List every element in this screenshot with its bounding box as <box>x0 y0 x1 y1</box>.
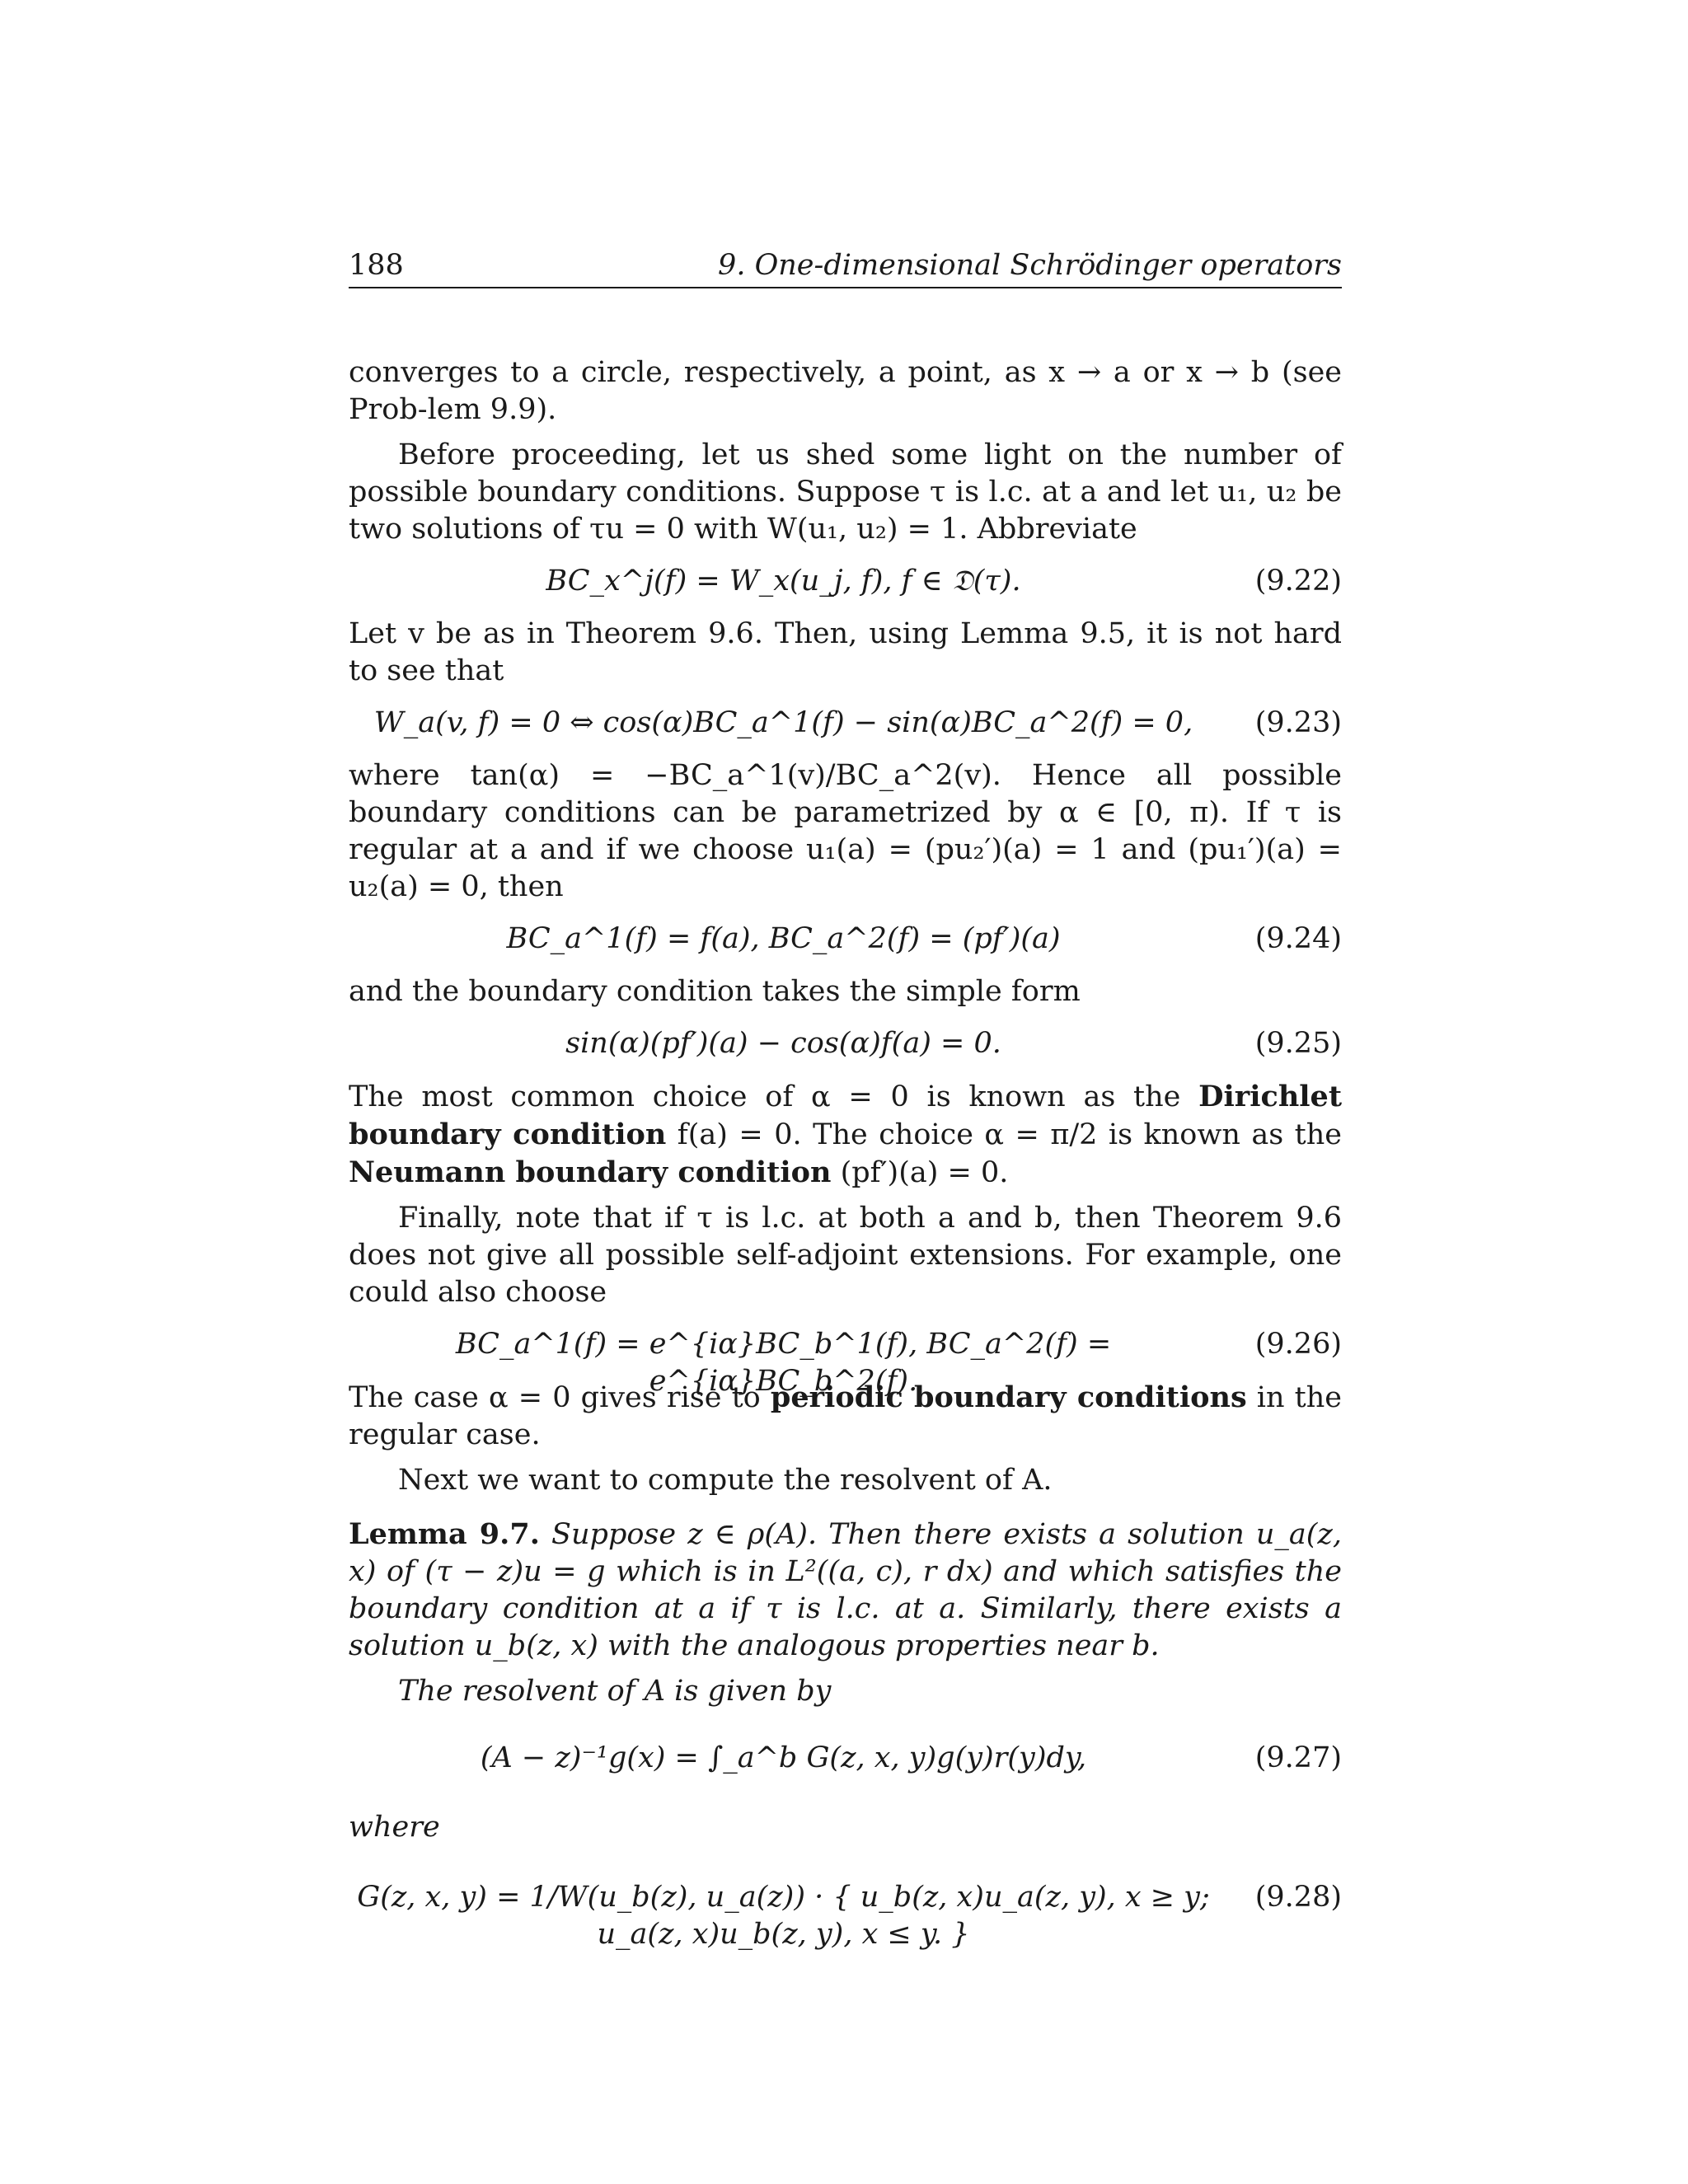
equation-9-28-body: G(z, x, y) = 1/W(u_b(z), u_a(z)) · { u_b(z, x)u_a(z, y), x ≥ y; u_a(z, x)u_b(z, y), x ≤ y. } <box>357 1881 1210 1951</box>
page-body <box>349 354 1342 1953</box>
equation-9-23-body: W_a(v, f) = 0 ⇔ cos(α)BC_a^1(f) − sin(α)BC_a^2(f) = 0, <box>373 706 1193 739</box>
lemma-statement: Suppose z ∈ ρ(A). Then there exists a solution u_a(z, x) of (τ − z)u = g which is in L²((a, c), r dx) and which satisfies the boundary condition at a if τ is l.c. at a. Similarly, there exists a solution u_b(z, x) with the analogous properties near b. <box>349 1518 1342 1662</box>
equation-9-23-number: (9.23) <box>1254 706 1342 739</box>
equation-9-22-number: (9.22) <box>1254 565 1342 598</box>
paragraph-9: Next we want to compute the resolvent of A. <box>398 1464 1053 1497</box>
equation-9-25-body: sin(α)(pf′)(a) − cos(α)f(a) = 0. <box>565 1027 1001 1060</box>
paragraph-2: Before proceeding, let us shed some light on the number of possible boundary conditions. Suppose τ is l.c. at a and let u₁, u₂ be two solutions of τu = 0 with W(u₁, u₂) = 1. Abbreviate <box>349 438 1342 546</box>
equation-9-25 <box>349 1019 1342 1070</box>
running-header <box>349 247 1342 288</box>
paragraph-6-text-c: f(a) = 0. The choice α = π/2 is known as the <box>666 1118 1342 1151</box>
where-word: where <box>349 1811 440 1844</box>
neumann-term: Neumann boundary condition <box>349 1155 832 1189</box>
paragraph-3: Let v be as in Theorem 9.6. Then, using Lemma 9.5, it is not hard to see that <box>349 617 1342 687</box>
equation-9-28 <box>349 1854 1342 1951</box>
equation-9-24 <box>349 914 1342 965</box>
paragraph-8-text-a: The case α = 0 gives rise to <box>349 1381 771 1414</box>
equation-9-27 <box>349 1718 1342 1801</box>
running-title: 9. One-dimensional Schrödinger operators <box>718 249 1342 282</box>
equation-9-22-body: BC_x^j(f) = W_x(u_j, f), f ∈ 𝔇(τ). <box>546 565 1021 598</box>
lemma-label: Lemma 9.7. <box>349 1517 540 1551</box>
paragraph-6-text-a: The most common choice of α = 0 is known as the <box>349 1080 1199 1113</box>
equation-9-23 <box>349 698 1342 749</box>
paragraph-5: and the boundary condition takes the simple form <box>349 975 1081 1008</box>
equation-9-22 <box>349 556 1342 607</box>
paragraph-6-text-e: (pf′)(a) = 0. <box>831 1156 1009 1189</box>
paragraph-7: Finally, note that if τ is l.c. at both a and b, then Theorem 9.6 does not give all possible self-adjoint extensions. For example, one could also choose <box>349 1202 1342 1309</box>
page-number: 188 <box>349 249 404 282</box>
paragraph-6 <box>349 1078 1342 1192</box>
equation-9-27-number: (9.27) <box>1254 1741 1342 1774</box>
equation-9-25-number: (9.25) <box>1254 1027 1342 1060</box>
paragraph-4: where tan(α) = −BC_a^1(v)/BC_a^2(v). Hence all possible boundary conditions can be parametrized by α ∈ [0, π). If τ is regular at a and if we choose u₁(a) = (pu₂′)(a) = 1 and (pu₁′)(a) = u₂(a) = 0, then <box>349 759 1342 903</box>
book-page <box>349 247 1342 1951</box>
paragraph-1: converges to a circle, respectively, a point, as x → a or x → b (see Prob-lem 9.9). <box>349 356 1342 426</box>
equation-9-24-body: BC_a^1(f) = f(a), BC_a^2(f) = (pf′)(a) <box>506 922 1061 955</box>
periodic-term: periodic boundary conditions <box>770 1380 1247 1414</box>
dirichlet-term: Dirichlet boundary condition <box>349 1080 1342 1151</box>
lemma-statement-2: The resolvent of A is given by <box>398 1675 832 1708</box>
equation-9-27-body: (A − z)⁻¹g(x) = ∫_a^b G(z, x, y)g(y)r(y)dy, <box>480 1741 1087 1774</box>
equation-9-28-number: (9.28) <box>1254 1881 1342 1914</box>
paragraph-8-text-c: in the regular case. <box>349 1381 1342 1451</box>
equation-9-26-body: BC_a^1(f) = e^{iα}BC_b^1(f), BC_a^2(f) = e^{iα}BC_b^2(f). <box>455 1328 1112 1398</box>
equation-9-26-number: (9.26) <box>1254 1328 1342 1361</box>
equation-9-24-number: (9.24) <box>1254 922 1342 955</box>
lemma-9-7 <box>349 1516 1342 1665</box>
